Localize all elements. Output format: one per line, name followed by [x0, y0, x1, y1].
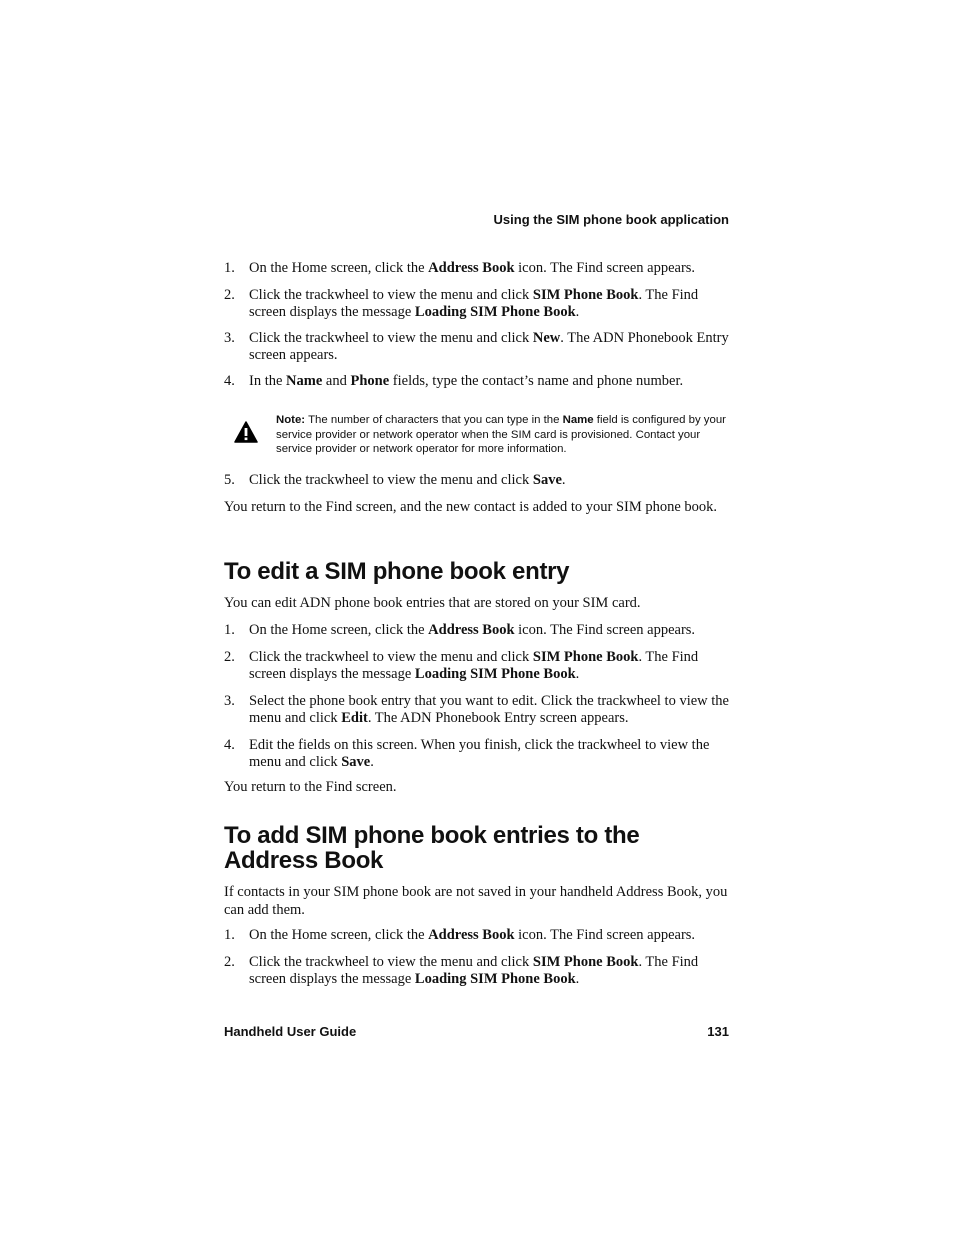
text-run: Click the trackwheel to view the menu and click [249, 329, 533, 346]
step-number: 2. [224, 648, 235, 665]
bold-term: SIM Phone Book [532, 648, 639, 665]
step-number: 3. [224, 692, 235, 709]
address-book-section-heading: To add SIM phone book entries to the Address Book [224, 822, 640, 874]
text-run: On the Home screen, click the [249, 622, 429, 638]
bold-term: Save [532, 472, 562, 488]
text-run: Click the trackwheel to view the menu and click [249, 286, 533, 303]
bold-term: Name [562, 414, 594, 426]
warning-triangle-icon [234, 421, 258, 443]
text-run: icon. The Find screen appears. [514, 260, 696, 276]
bold-term: SIM Phone Book [532, 953, 639, 970]
bold-term: Address Book [428, 927, 515, 943]
edit-steps-block [224, 622, 730, 772]
bold-term: Note: [276, 414, 306, 426]
text-run: . [561, 472, 566, 488]
step-text [249, 927, 695, 943]
step-text [249, 373, 683, 389]
bold-term: Loading SIM Phone Book [414, 971, 576, 987]
text-run: . The Find screen displays the message [249, 648, 699, 682]
page-number: 131 [707, 1024, 729, 1039]
step-text [249, 287, 698, 321]
step-text [249, 330, 729, 364]
address-book-section-intro: If contacts in your SIM phone book are not saved in your handheld Address Book, you can add them. [224, 884, 728, 918]
text-run: . The ADN Phonebook Entry screen appears. [249, 329, 729, 363]
step-number: 1. [224, 622, 235, 638]
text-run: . The Find screen displays the message [249, 286, 699, 320]
step-item [224, 737, 730, 772]
edit-section-intro: You can edit ADN phone book entries that are stored on your SIM card. [224, 595, 641, 611]
note-text [276, 413, 730, 457]
step-text [249, 472, 566, 488]
text-run: On the Home screen, click the [249, 927, 429, 943]
bold-term: SIM Phone Book [532, 286, 639, 303]
text-run: Click the trackwheel to view the menu and click [249, 472, 533, 488]
note-box [224, 413, 730, 457]
step-list [224, 472, 730, 490]
text-run: Click the trackwheel to view the menu and click [249, 953, 533, 970]
step-text [249, 649, 698, 683]
bold-term: Loading SIM Phone Book [414, 304, 576, 320]
step-number: 4. [224, 372, 235, 389]
step-item [224, 287, 730, 322]
step-item [224, 260, 730, 278]
running-head: Using the SIM phone book application [493, 212, 729, 227]
step-number: 1. [224, 260, 235, 276]
text-run: The number of characters that you can type in the [305, 414, 563, 426]
text-run: icon. The Find screen appears. [514, 622, 696, 638]
address-book-steps-block [224, 927, 730, 989]
step-item [224, 330, 730, 365]
text-run: On the Home screen, click the [249, 260, 429, 276]
text-run: . The Find screen displays the message [249, 953, 699, 987]
step-number: 5. [224, 472, 235, 488]
add-contact-steps-block [224, 260, 730, 390]
text-run: . [575, 666, 580, 682]
text-run: icon. The Find screen appears. [514, 927, 696, 943]
text-run: . The ADN Phonebook Entry screen appears. [367, 710, 629, 726]
text-run: field is configured by your service provider or network operator when the SIM card is provisioned. Contact your service provider or network operator for more information. [276, 414, 726, 455]
step-item [224, 649, 730, 684]
bold-term: Name [286, 372, 323, 389]
bold-term: Edit [341, 710, 368, 726]
bold-term: Phone [350, 372, 390, 389]
step-list [224, 622, 730, 772]
text-run: . [370, 754, 374, 770]
text-run: In the [249, 372, 287, 389]
text-run: Select the phone book entry that you want to edit. Click the trackwheel to view the menu and click [249, 692, 729, 726]
add-contact-step5-block [224, 472, 730, 490]
step-item [224, 373, 730, 391]
step-list [224, 260, 730, 390]
text-run: . [575, 304, 580, 320]
footer-title: Handheld User Guide [224, 1024, 357, 1039]
text-run: and [322, 372, 351, 389]
edit-section-heading: To edit a SIM phone book entry [224, 558, 570, 585]
text-run: Edit the fields on this screen. When you finish, click the trackwheel to view the menu and click [249, 736, 710, 770]
step-item [224, 622, 730, 640]
step-number: 3. [224, 329, 235, 346]
step-item [224, 472, 730, 490]
step-item [224, 954, 730, 989]
step-list [224, 927, 730, 989]
step-number: 2. [224, 953, 235, 970]
text-run: fields, type the contact’s name and phone number. [389, 372, 684, 389]
step-text [249, 260, 695, 276]
step-number: 1. [224, 927, 235, 943]
bold-term: Loading SIM Phone Book [414, 666, 576, 682]
bold-term: New [532, 329, 561, 346]
step-item [224, 693, 730, 728]
step-item [224, 927, 730, 945]
edit-section-closing: You return to the Find screen. [224, 779, 397, 795]
text-run: Click the trackwheel to view the menu and click [249, 648, 533, 665]
add-contact-closing: You return to the Find screen, and the new contact is added to your SIM phone book. [224, 499, 718, 515]
step-text [249, 693, 729, 727]
text-run: . [575, 971, 580, 987]
bold-term: Save [341, 754, 371, 770]
step-number: 2. [224, 286, 235, 303]
step-number: 4. [224, 736, 235, 753]
bold-term: Address Book [428, 260, 515, 276]
step-text [249, 737, 709, 771]
step-text [249, 954, 698, 988]
bold-term: Address Book [428, 622, 515, 638]
step-text [249, 622, 695, 638]
